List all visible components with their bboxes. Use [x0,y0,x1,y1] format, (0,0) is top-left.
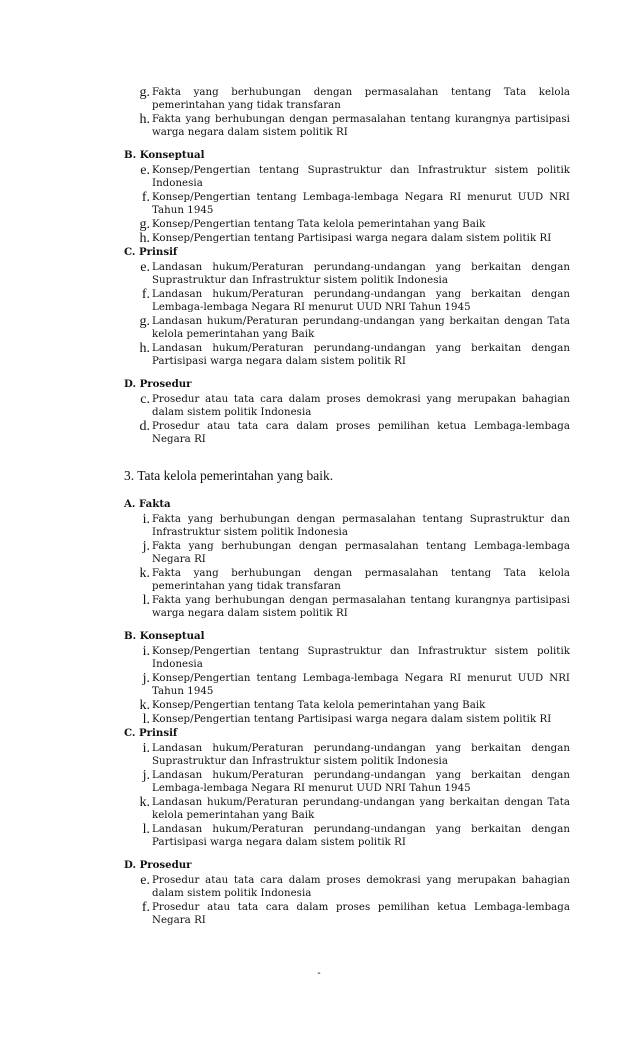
item-text: Prosedur atau tata cara dalam proses demokrasi yang merupakan bahagian dalam sistem politik Indonesia [152,394,570,418]
item-text: Konsep/Pengertian tentang Partisipasi warga negara dalam sistem politik RI [152,714,552,725]
list-item [124,218,570,231]
item-text: Landasan hukum/Peraturan perundang-undangan yang berkaitan dengan Suprastruktur dan Infrastruktur sistem politik Indonesia [152,743,570,767]
list-item [124,645,570,671]
list-item [124,769,570,795]
list-item [124,315,570,341]
item-marker: j. [142,539,150,554]
block1-prosedur-list [124,393,570,446]
section-heading-prosedur: D. Prosedur [124,378,192,390]
section-3-title: 3. Tata kelola pemerintahan yang baik. [124,468,334,483]
list-item [124,393,570,419]
section-heading-fakta: A. Fakta [124,498,171,510]
item-text: Landasan hukum/Peraturan perundang-undangan yang berkaitan dengan Suprastruktur dan Infrastruktur sistem politik Indonesia [152,262,570,286]
item-text: Fakta yang berhubungan dengan permasalahan tentang Tata kelola pemerintahan yang tidak transfaran [152,87,570,111]
list-item [124,672,570,698]
item-marker: j. [142,768,150,783]
item-marker: k. [139,698,150,713]
item-text: Landasan hukum/Peraturan perundang-undangan yang berkaitan dengan Tata kelola pemerintahan yang Baik [152,316,570,340]
list-item [124,594,570,620]
item-text: Konsep/Pengertian tentang Lembaga-lembaga Negara RI menurut UUD NRI Tahun 1945 [152,673,570,697]
item-marker: g. [139,314,150,329]
item-marker: f. [141,287,150,302]
item-marker: g. [139,217,150,232]
item-marker: h. [139,341,150,356]
list-item [124,420,570,446]
item-marker: e. [140,873,150,888]
item-marker: e. [140,260,150,275]
list-item [124,874,570,900]
item-marker: k. [139,795,150,810]
block2-fakta-list [124,513,570,620]
item-marker: j. [142,671,150,686]
item-text: Prosedur atau tata cara dalam proses demokrasi yang merupakan bahagian dalam sistem politik Indonesia [152,875,570,899]
item-text: Fakta yang berhubungan dengan permasalahan tentang kurangnya partisipasi warga negara dalam sistem politik RI [152,114,570,138]
item-text: Fakta yang berhubungan dengan permasalahan tentang Tata kelola pemerintahan yang tidak transfaran [152,568,570,592]
item-marker: f. [141,190,150,205]
section-heading-prinsif: C. Prinsif [124,727,178,739]
item-marker: k. [139,566,150,581]
item-marker: h. [139,231,150,246]
list-item [124,540,570,566]
block1-prinsif-list [124,261,570,368]
block2-konseptual-list [124,645,570,726]
item-text: Landasan hukum/Peraturan perundang-undangan yang berkaitan dengan Partisipasi warga negara dalam sistem politik RI [152,824,570,848]
list-item [124,699,570,712]
list-item [124,901,570,927]
block1-konseptual-list [124,164,570,245]
list-item [124,191,570,217]
document-content [124,86,570,928]
section-heading-prinsif: C. Prinsif [124,246,178,258]
list-item [124,113,570,139]
item-text: Prosedur atau tata cara dalam proses pemilihan ketua Lembaga-lembaga Negara RI [152,902,570,926]
item-text: Konsep/Pengertian tentang Tata kelola pemerintahan yang Baik [152,219,486,230]
item-text: Landasan hukum/Peraturan perundang-undangan yang berkaitan dengan Partisipasi warga negara dalam sistem politik RI [152,343,570,367]
list-item [124,796,570,822]
list-item [124,742,570,768]
page-footer-mark: - [317,968,321,979]
block2-prinsif-list [124,742,570,849]
item-marker: c. [140,392,150,407]
item-text: Landasan hukum/Peraturan perundang-undangan yang berkaitan dengan Tata kelola pemerintahan yang Baik [152,797,570,821]
section-heading-konseptual: B. Konseptual [124,630,205,642]
item-marker: f. [141,900,150,915]
item-text: Landasan hukum/Peraturan perundang-undangan yang berkaitan dengan Lembaga-lembaga Negara RI menurut UUD NRI Tahun 1945 [152,289,570,313]
item-text: Konsep/Pengertian tentang Suprastruktur dan Infrastruktur sistem politik Indonesia [152,646,570,670]
item-text: Konsep/Pengertian tentang Tata kelola pemerintahan yang Baik [152,700,486,711]
item-text: Konsep/Pengertian tentang Suprastruktur dan Infrastruktur sistem politik Indonesia [152,165,570,189]
item-marker: i. [142,644,150,659]
item-marker: d. [139,419,150,434]
list-item [124,261,570,287]
list-item [124,823,570,849]
list-item [124,86,570,112]
item-marker: e. [140,163,150,178]
item-marker: l. [142,712,150,727]
list-item [124,232,570,245]
item-text: Konsep/Pengertian tentang Partisipasi warga negara dalam sistem politik RI [152,233,552,244]
item-marker: l. [142,822,150,837]
section-heading-prosedur: D. Prosedur [124,859,192,871]
item-marker: l. [142,593,150,608]
block1-fakta-list [124,86,570,139]
list-item [124,342,570,368]
section-heading-konseptual: B. Konseptual [124,149,205,161]
list-item [124,567,570,593]
item-marker: h. [139,112,150,127]
item-text: Prosedur atau tata cara dalam proses pemilihan ketua Lembaga-lembaga Negara RI [152,421,570,445]
list-item [124,513,570,539]
block2-prosedur-list [124,874,570,927]
item-text: Fakta yang berhubungan dengan permasalahan tentang Suprastruktur dan Infrastruktur sistem politik Indonesia [152,514,570,538]
item-text: Fakta yang berhubungan dengan permasalahan tentang kurangnya partisipasi warga negara dalam sistem politik RI [152,595,570,619]
item-marker: g. [139,85,150,100]
list-item [124,164,570,190]
item-text: Landasan hukum/Peraturan perundang-undangan yang berkaitan dengan Lembaga-lembaga Negara RI menurut UUD NRI Tahun 1945 [152,770,570,794]
list-item [124,713,570,726]
item-marker: i. [142,512,150,527]
list-item [124,288,570,314]
item-marker: i. [142,741,150,756]
item-text: Fakta yang berhubungan dengan permasalahan tentang Lembaga-lembaga Negara RI [152,541,570,565]
item-text: Konsep/Pengertian tentang Lembaga-lembaga Negara RI menurut UUD NRI Tahun 1945 [152,192,570,216]
